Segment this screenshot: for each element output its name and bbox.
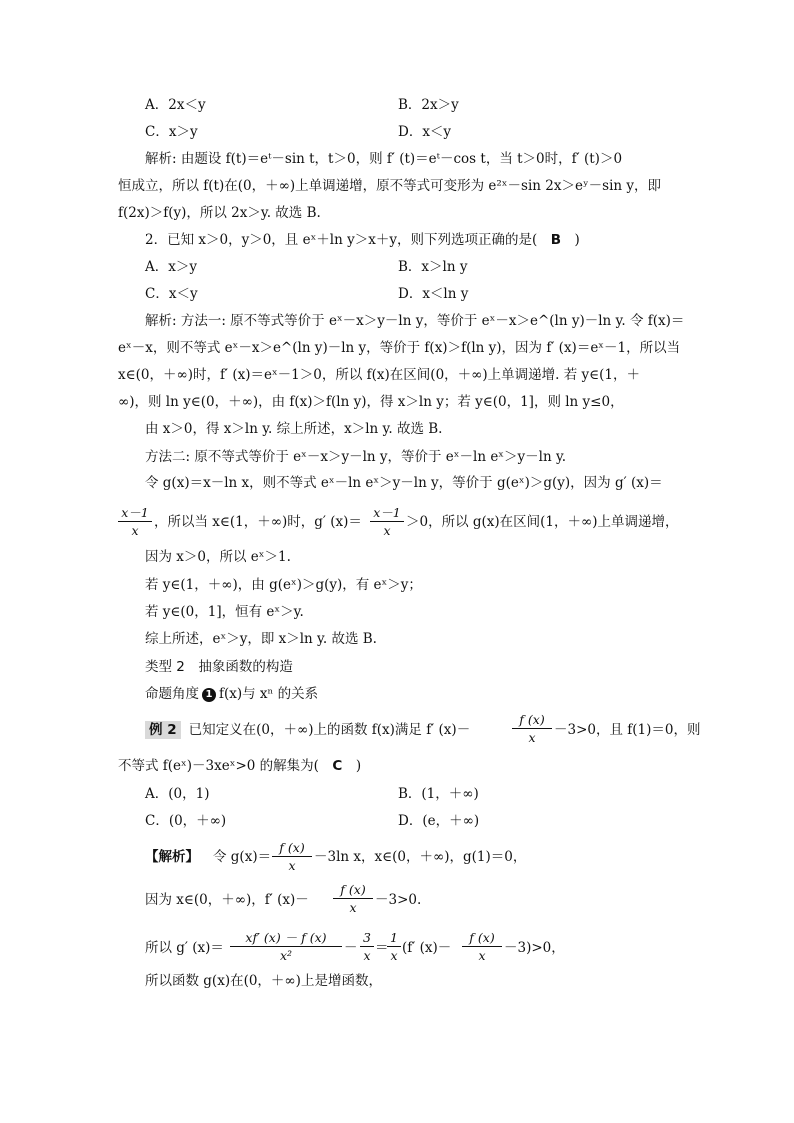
analysis-tag: 【解析】 (145, 849, 199, 865)
option-b: B．(1，＋∞) (398, 786, 479, 802)
analysis-line: －3>0. (375, 892, 422, 908)
option-d: D．x＜ln y (398, 286, 469, 302)
analysis-line: －3)>0， (504, 940, 565, 956)
fraction: $\frac{3}{x}$ (360, 930, 374, 963)
analysis-line: 因为 x∈(0，＋∞)，f′ (x)－ (145, 892, 309, 908)
option-d: D．x＜y (398, 124, 452, 140)
solution-line: 解析: 方法一: 原不等式等价于 eˣ－x＞y－ln y，等价于 eˣ－x＞e^(ln y)－ln y. 令 f(x)＝ (145, 313, 685, 329)
question-text: 2．已知 x＞0，y＞0，且 eˣ＋ln y＞x＋y，则下列选项正确的是( (145, 232, 551, 248)
fraction: $\frac{f (x)}{x}$ (462, 930, 502, 963)
section-heading: 类型 2 抽象函数的构造 (145, 659, 293, 675)
analysis-line: － (344, 940, 358, 956)
question-text: －3>0，且 f(1)＝0，则 (554, 722, 701, 738)
solution-line: eˣ－x，则不等式 eˣ－x＞e^(ln y)－ln y，等价于 f(x)＞f(ln y)，因为 f′ (x)＝eˣ－1，所以当 (118, 340, 681, 356)
option-a: A．2x＜y (145, 97, 206, 113)
fraction: $\frac{x-1}{x}$ (370, 505, 404, 538)
option-b: B．2x＞y (398, 97, 459, 113)
option-c: C．x＞y (145, 124, 198, 140)
fraction: $\frac{f (x)}{x}$ (272, 840, 312, 873)
solution-line: ∞)，则 ln y∈(0，＋∞)，由 f(x)＞f(ln y)，得 x＞ln y；若 y∈(0，1]，则 ln y≤0， (118, 394, 624, 410)
analysis-line: 所以函数 g(x)在(0，＋∞)上是增函数， (145, 973, 382, 989)
question-2 (145, 231, 580, 249)
number-circle-icon: 1 (202, 688, 216, 702)
analysis-line: 【解析】 令 g(x)＝ (145, 849, 272, 865)
solution-line: 恒成立，所以 f(t)在(0，＋∞)上单调递增，原不等式可变形为 e²ˣ－sin 2x＞eʸ－sin y，即 (118, 178, 662, 194)
analysis-line: －3ln x，x∈(0，＋∞)，g(1)＝0， (314, 849, 527, 865)
answer-letter: C (332, 758, 343, 774)
analysis-line: 所以 g′ (x)＝ (145, 940, 224, 956)
analysis-line: (f′ (x)－ (402, 940, 452, 956)
subsection-heading: 命题角度 1 f(x)与 xⁿ 的关系 (145, 686, 319, 702)
question-text: ) (561, 232, 580, 248)
solution-line: f(2x)＞f(y)，所以 2x＞y. 故选 B. (118, 205, 321, 221)
solution-line: 综上所述，eˣ＞y，即 x＞ln y. 故选 B. (145, 631, 377, 647)
solution-line: 若 y∈(1，＋∞)，由 g(eˣ)＞g(y)，有 eˣ＞y； (145, 577, 422, 593)
option-d: D．(e，＋∞) (398, 813, 480, 829)
solution-line: ＞0，所以 g(x)在区间(1，＋∞)上单调递增， (406, 514, 679, 530)
solution-line: 方法二: 原不等式等价于 eˣ－x＞y－ln y，等价于 eˣ－ln eˣ＞y－ln y. (145, 449, 567, 465)
solution-line: ，所以当 x∈(1，＋∞)时，g′ (x)＝ (154, 514, 362, 530)
fraction: $\frac{f (x)}{x}$ (333, 882, 373, 915)
analysis-line: ＝ (375, 940, 389, 956)
fraction: $\frac{x-1}{x}$ (118, 505, 152, 538)
solution-line: 因为 x＞0，所以 eˣ＞1. (145, 549, 291, 565)
example-2-line: 例 2 已知定义在(0，＋∞)上的函数 f(x)满足 f′ (x)－ (145, 721, 470, 739)
solution-line: 若 y∈(0，1]，恒有 eˣ＞y. (145, 604, 304, 620)
option-c: C．(0，＋∞) (145, 813, 227, 829)
fraction: $\frac{xf' (x) - f (x)}{\text{x²}}$ (230, 930, 342, 963)
answer-letter: B (550, 232, 562, 248)
option-a: A．(0，1) (145, 786, 210, 802)
solution-line: 解析: 由题设 f(t)＝eᵗ－sin t，t＞0，则 f′ (t)＝eᵗ－cos t，当 t＞0时，f′ (t)＞0 (145, 151, 623, 167)
solution-line: 由 x＞0，得 x＞ln y. 综上所述，x＞ln y. 故选 B. (145, 421, 443, 437)
question-text: 不等式 f(eˣ)－3xeˣ>0 的解集为( C ) (118, 758, 362, 774)
solution-line: 令 g(x)＝x－ln x，则不等式 eˣ－ln eˣ＞y－ln y，等价于 g(eˣ)＞g(y)，因为 g′ (x)＝ (145, 475, 663, 491)
option-c: C．x＜y (145, 286, 198, 302)
option-b: B．x＞ln y (398, 259, 468, 275)
fraction: $\frac{f (x)}{x}$ (512, 712, 552, 745)
example-tag: 例 2 (145, 721, 181, 739)
solution-line: x∈(0，＋∞)时，f′ (x)＝eˣ－1＞0，所以 f(x)在区间(0，＋∞)上单调递增. 若 y∈(1，＋ (118, 367, 641, 383)
option-a: A．x＞y (145, 259, 197, 275)
fraction: $\frac{1}{x}$ (387, 930, 401, 963)
